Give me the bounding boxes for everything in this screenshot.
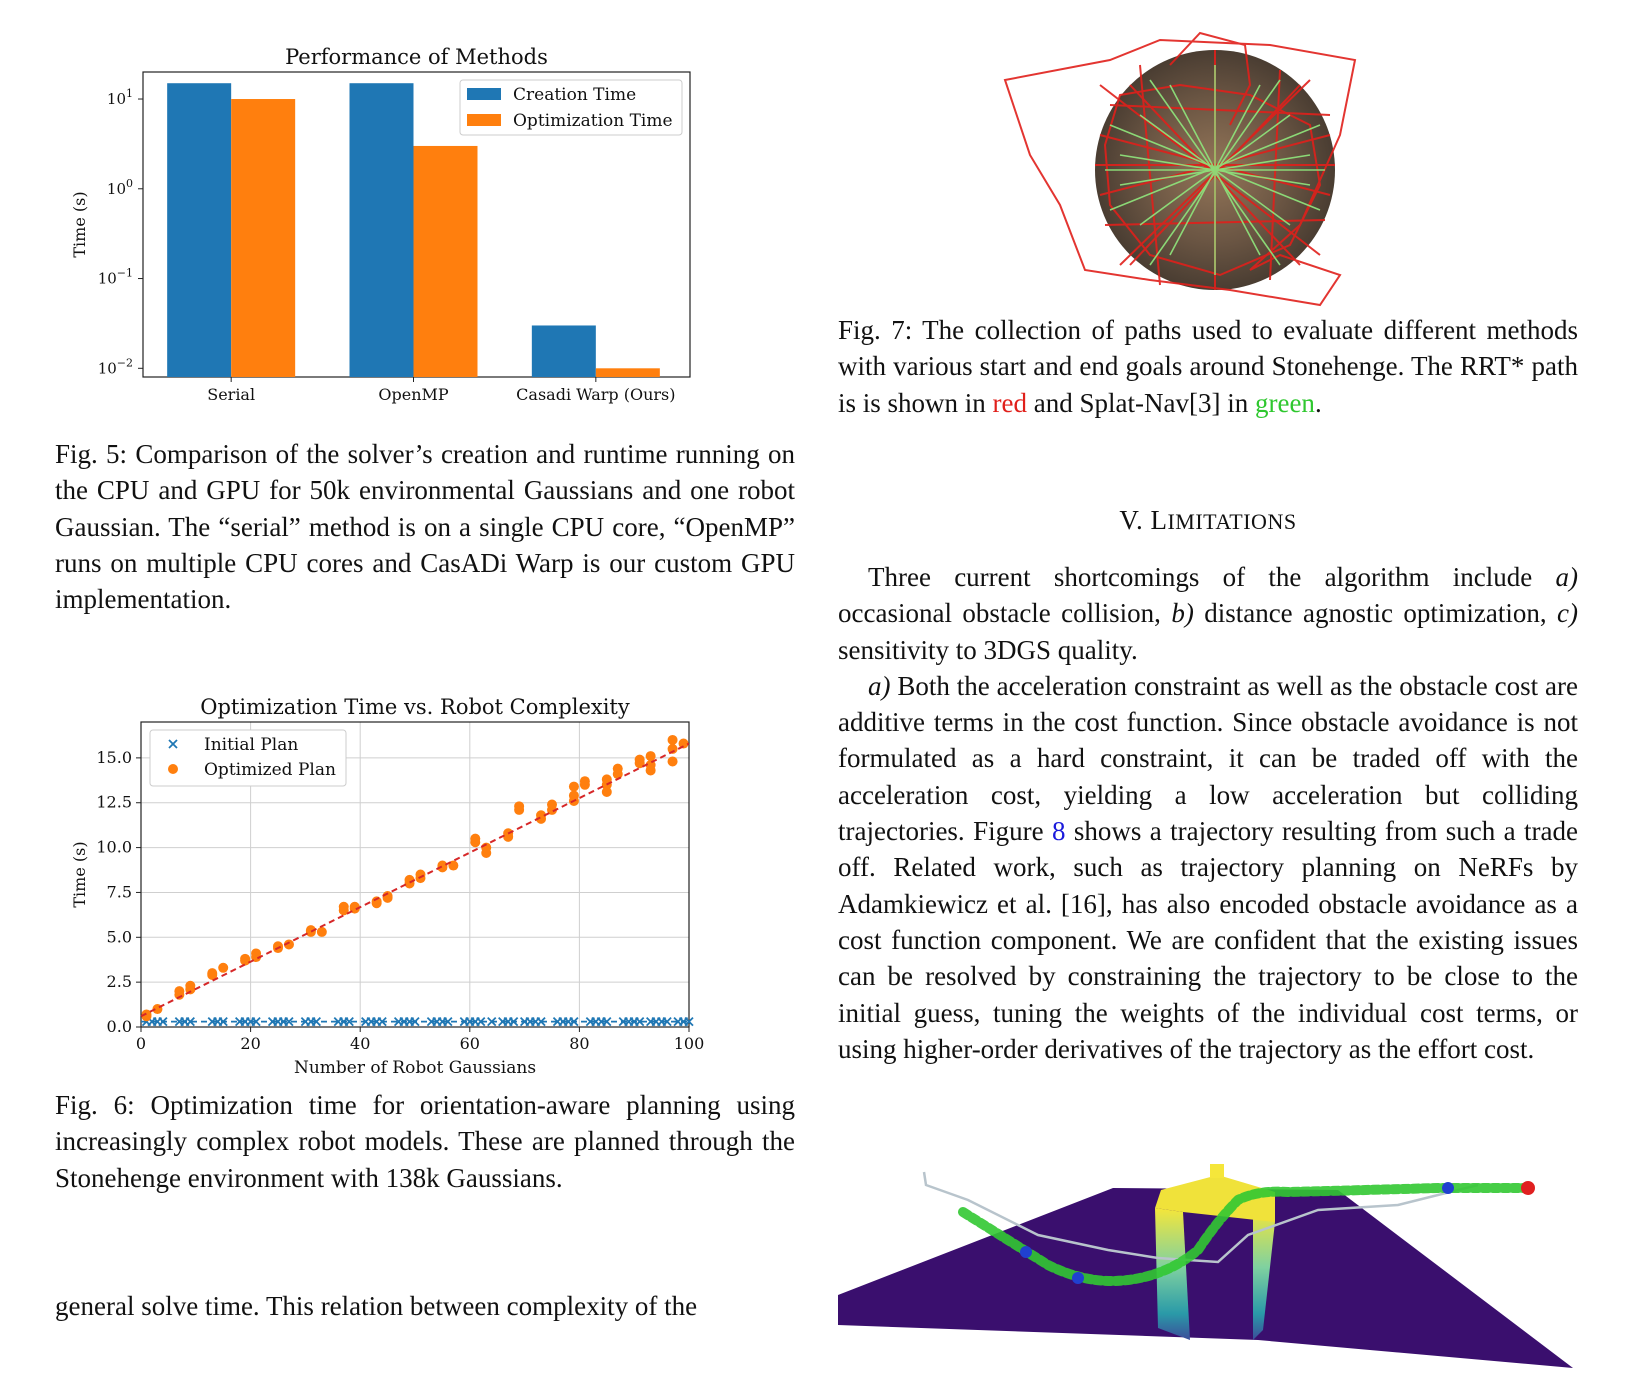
p1-text-2: occasional obstacle collision,	[838, 598, 1172, 629]
figure6-caption: Fig. 6: Optimization time for orientation-aware planning using increasingly complex robot models. These are planned through the Stonehenge environment with 138k Gaussians.	[55, 1090, 795, 1193]
x-tick-label: 60	[459, 1034, 480, 1053]
optimized-plan-point	[514, 801, 524, 811]
optimized-plan-point	[207, 968, 217, 978]
p2-text-2: shows a trajectory resulting from such a trade off. Related work, such as trajectory planning on NeRFs by Adamkiewicz et al. [16], has also encoded obstacle avoidance as a cost function component. We are confident that the existing issues can be resolved by constraining the trajectory to be close to the initial guess, tuning the weights of the individual cost terms, or using higher-order derivatives of the trajectory as the effort cost.	[838, 816, 1578, 1064]
arch-cap	[1210, 1164, 1224, 1178]
figure7-red-word: red	[992, 387, 1028, 418]
bottom-text: general solve time. This relation between complexity of the	[55, 1291, 698, 1321]
optimized-plan-point	[317, 927, 327, 937]
legend	[460, 80, 682, 135]
optimized-plan-point	[218, 963, 228, 973]
figure7-caption	[838, 312, 1578, 421]
optimized-plan-point	[569, 791, 579, 801]
p1-text-4: sensitivity to 3DGS quality.	[838, 634, 1138, 665]
legend-label: Optimization Time	[513, 111, 673, 131]
figure5-caption: Fig. 5: Comparison of the solver’s creation and runtime running on the CPU and GPU for 50k environmental Gaussians and one robot Gaussian. The “serial” method is on a single CPU core, “OpenMP” runs on multiple CPU cores and CasADi Warp is our custom GPU implementation.	[55, 439, 795, 615]
section-number: V.	[1119, 505, 1144, 535]
p1-label-c: c)	[1557, 598, 1578, 629]
p1-label-b: b)	[1171, 598, 1194, 629]
paragraph-2	[838, 668, 1578, 1067]
optimized-plan-point	[174, 986, 184, 996]
y-tick-label: 15.0	[96, 747, 132, 767]
x-tick-label: 80	[569, 1034, 590, 1053]
x-tick-label: 40	[350, 1034, 371, 1053]
y-tick-label: 10.0	[96, 837, 132, 857]
chart-title: Optimization Time vs. Robot Complexity	[200, 695, 630, 719]
legend	[150, 730, 346, 786]
bar-optimization-1	[414, 146, 478, 377]
legend-marker-dot	[168, 764, 178, 774]
y-tick-label: $10^{-1}$	[97, 266, 133, 288]
x-tick-label: OpenMP	[378, 385, 449, 404]
figure7-caption-part2: and Splat-Nav[3] in	[1027, 387, 1255, 418]
legend-swatch	[467, 114, 501, 126]
performance-bar-chart	[55, 40, 795, 420]
limitations-body	[838, 559, 1578, 1067]
optimized-plan-point	[635, 755, 645, 765]
y-tick-label: $10^{-2}$	[97, 356, 133, 378]
figure7-caption-part3: .	[1314, 387, 1322, 418]
optimized-plan-point	[613, 764, 623, 774]
optimized-plan-point	[569, 782, 579, 792]
y-tick-label: 7.5	[106, 882, 132, 902]
figure-8-link[interactable]: 8	[1051, 816, 1066, 847]
x-tick-label: Casadi Warp (Ours)	[516, 385, 676, 404]
optimized-plan-point	[273, 941, 283, 951]
legend-label: Optimized Plan	[204, 760, 336, 780]
section-heading	[838, 505, 1578, 536]
y-tick-label: 2.5	[106, 972, 132, 992]
optimized-plan-point	[580, 776, 590, 786]
trajectory-render-figure	[838, 1150, 1598, 1375]
bar-creation-0	[167, 83, 231, 377]
figure7-green-word: green	[1254, 387, 1315, 418]
y-tick-label: $10^0$	[106, 176, 133, 198]
paragraph-1	[838, 559, 1578, 668]
legend-swatch	[467, 88, 501, 100]
p1-text-3: distance agnostic optimization,	[1193, 598, 1558, 629]
section-title-rest: IMITATIONS	[1167, 509, 1297, 534]
bar-optimization-2	[596, 368, 660, 377]
x-axis-label: Number of Robot Gaussians	[293, 1058, 537, 1078]
optimized-plan-point	[350, 902, 360, 912]
figure7-caption-part1: Fig. 7: The collection of paths used to evaluate different methods with various start and end goals around Stonehenge. The RRT* path is is shown in	[838, 315, 1578, 418]
bar-creation-2	[532, 325, 596, 377]
y-tick-label: 0.0	[106, 1017, 132, 1036]
ground-plane	[838, 1188, 1573, 1368]
y-axis-label: Time (s)	[70, 191, 89, 258]
y-tick-label: $10^1$	[106, 87, 133, 109]
optimized-plan-point	[547, 800, 557, 810]
legend-label: Creation Time	[513, 85, 637, 105]
y-axis-label: Time (s)	[70, 841, 89, 908]
p2-text-1: Both the acceleration constraint as well as the obstacle cost are additive terms in the cost function. Since obstacle avoidance is not formulated as a hard constraint, it can be traded off with the acceleration cost, yielding a low acceleration but colliding trajectories. Figure	[838, 670, 1578, 847]
bar-optimization-0	[231, 99, 295, 377]
x-tick-label: 0	[135, 1034, 147, 1053]
optimized-plan-point	[185, 981, 195, 991]
legend-label: Initial Plan	[204, 735, 299, 755]
x-tick-label: 20	[240, 1034, 261, 1053]
p1-text-1: Three current shortcomings of the algorithm include	[868, 562, 1556, 592]
optimized-plan-point	[470, 834, 480, 844]
optimized-plan-point	[668, 735, 678, 745]
x-tick-label: Serial	[207, 385, 256, 404]
section-title-first: L	[1150, 505, 1168, 535]
optimized-plan-point	[646, 751, 656, 761]
x-tick-label: 100	[673, 1034, 705, 1053]
y-tick-label: 5.0	[106, 927, 132, 947]
p1-label-a: a)	[1555, 562, 1578, 592]
y-tick-label: 12.5	[96, 792, 132, 812]
chart-title: Performance of Methods	[285, 45, 548, 69]
optimized-plan-point	[339, 902, 349, 912]
optimized-plan-point	[668, 756, 678, 766]
optimization-scatter-chart	[55, 690, 795, 1130]
p2-label-a: a)	[868, 670, 891, 701]
stonehenge-paths-figure	[1000, 25, 1440, 310]
bar-creation-1	[350, 83, 414, 377]
